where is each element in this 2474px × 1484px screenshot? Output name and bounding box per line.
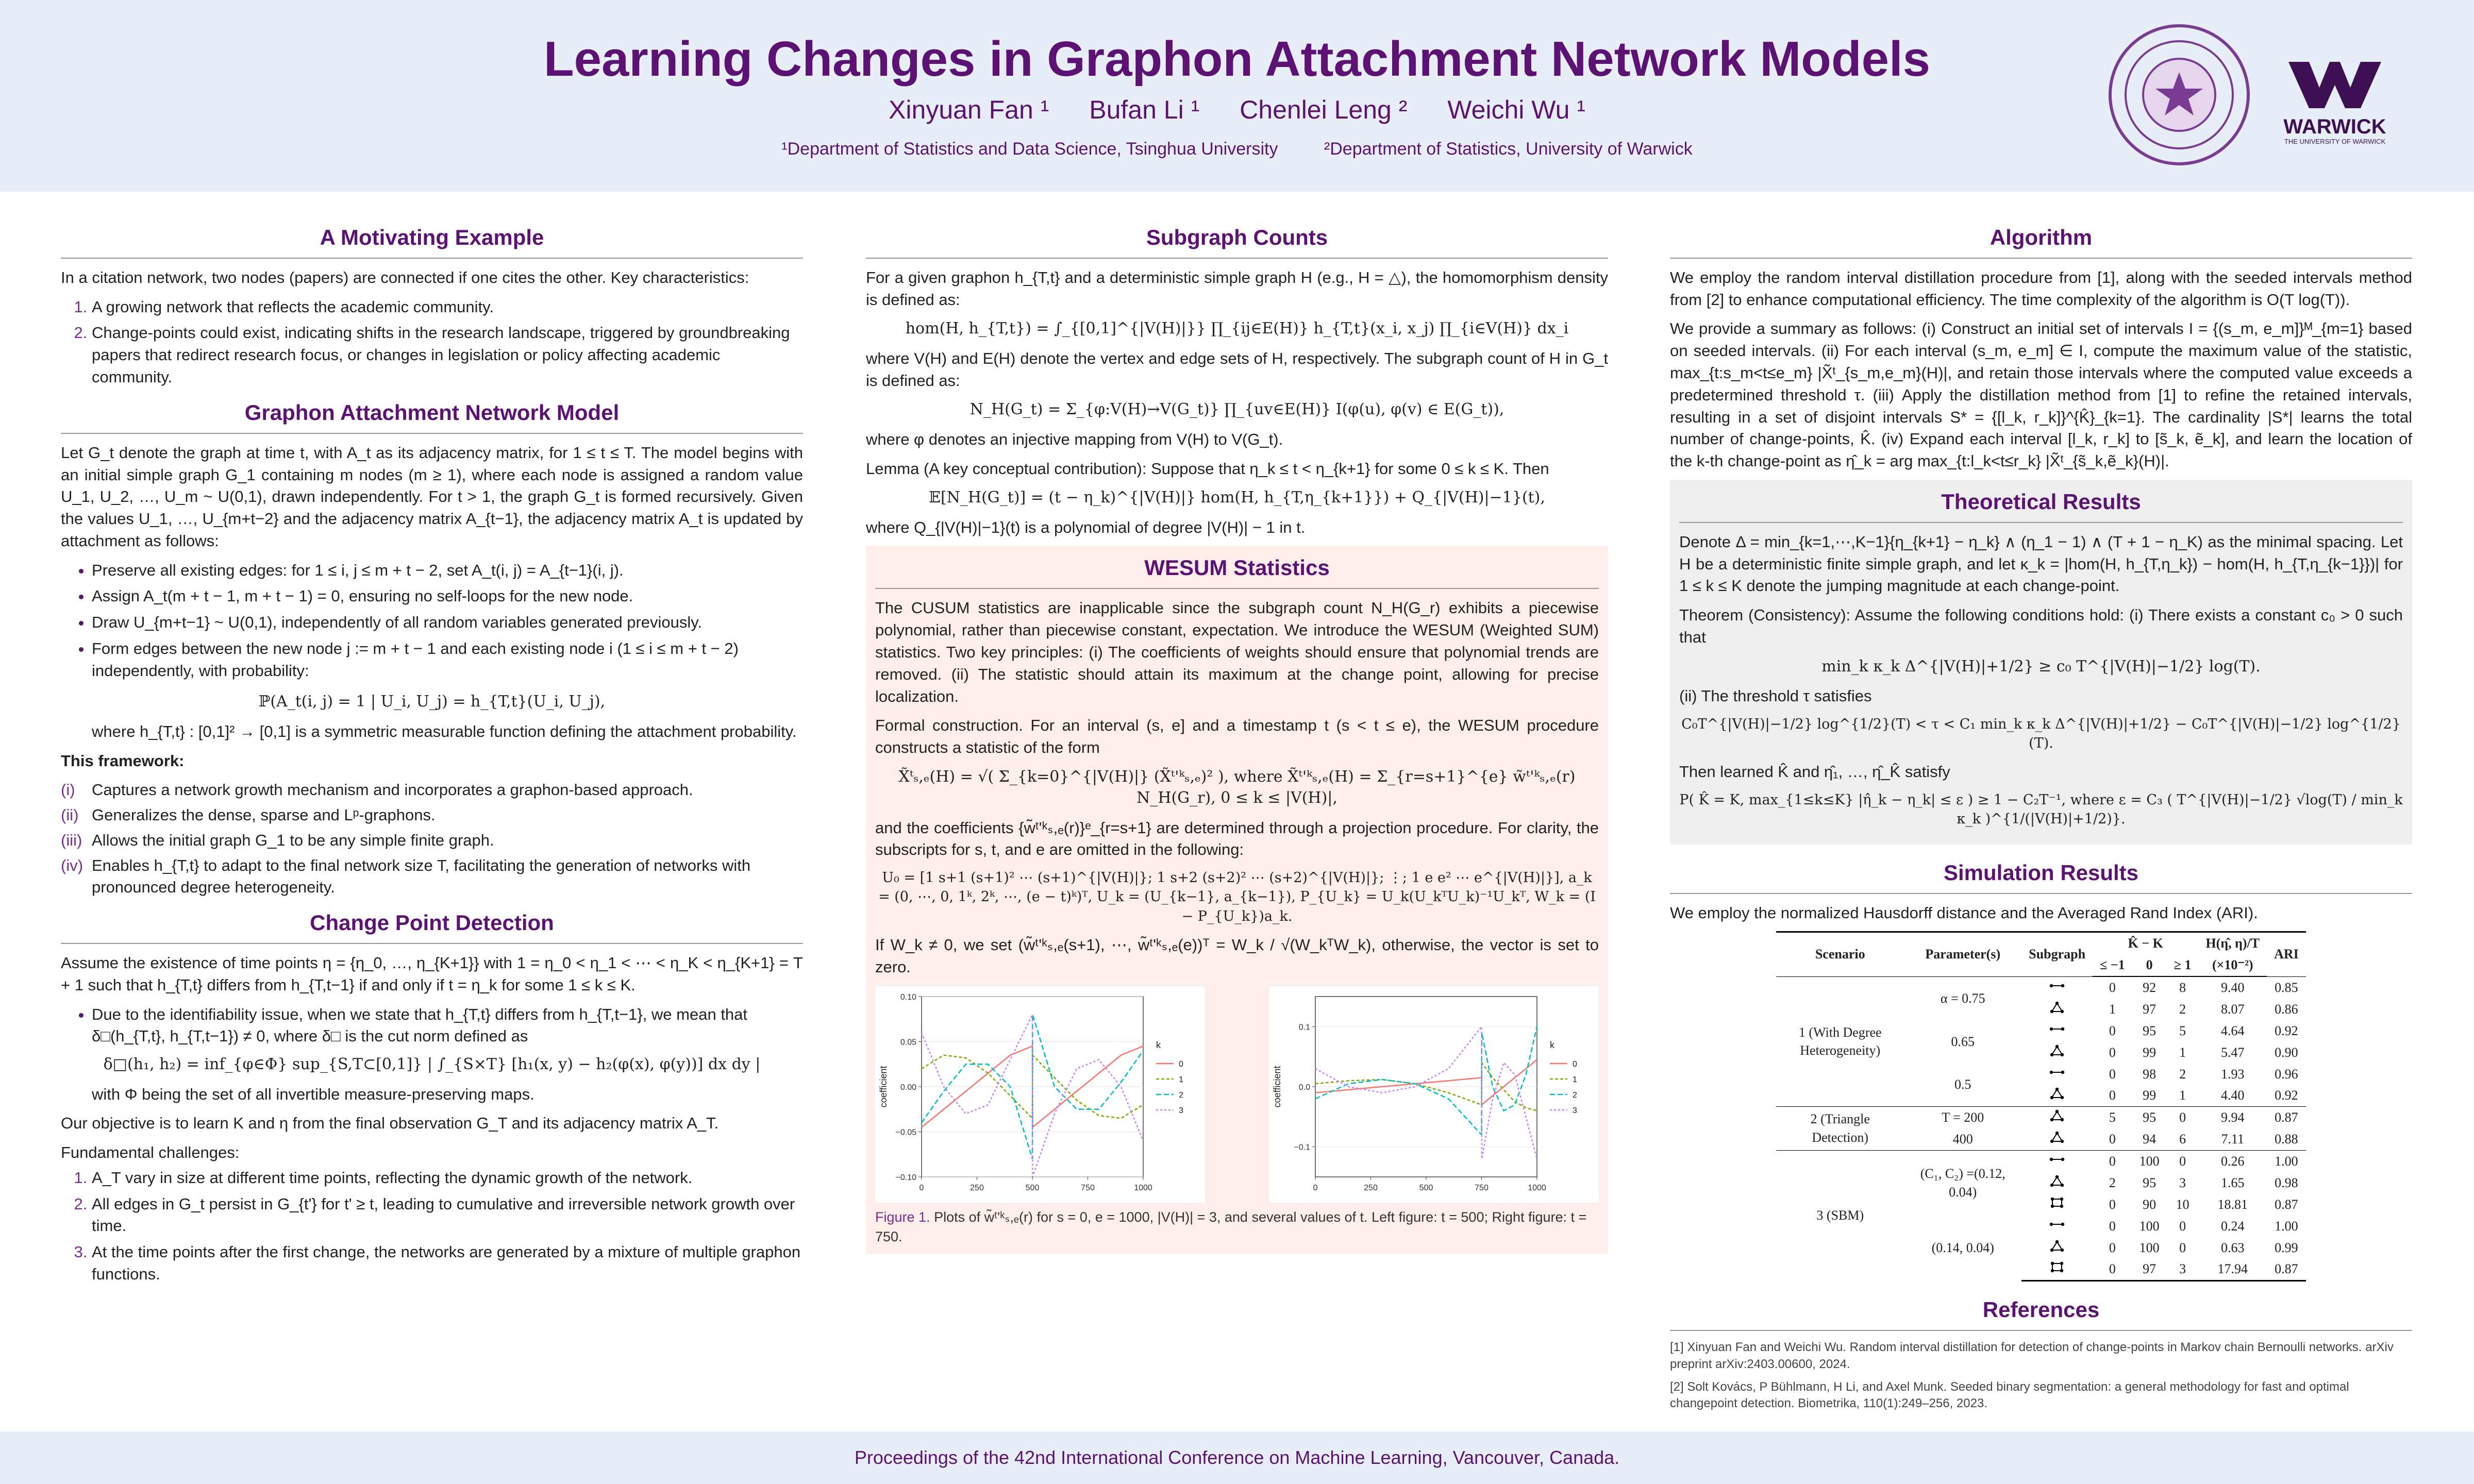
table-cell: 0 xyxy=(2109,1023,2116,1038)
table-cell-subgraph xyxy=(2021,1258,2093,1280)
lemma-after: where Q_{|V(H)|−1}(t) is a polynomial of degree |V(H)| − 1 in t. xyxy=(866,518,1306,536)
table-cell: 10 xyxy=(2176,1196,2189,1212)
column-left xyxy=(61,216,803,1295)
author: Chenlei Leng ² xyxy=(1240,95,1408,124)
x-tick-label: 250 xyxy=(970,1184,984,1193)
table-cell: 1.00 xyxy=(2275,1218,2298,1234)
table-cell: 100 xyxy=(2139,1154,2160,1169)
x-tick-label: 0 xyxy=(1313,1184,1318,1193)
column-right xyxy=(1670,216,2412,1419)
y-tick-label: 0.1 xyxy=(1298,1023,1310,1032)
y-tick-label: 0.0 xyxy=(1298,1083,1310,1092)
table-cell: 0.92 xyxy=(2275,1088,2298,1103)
legend-label: 1 xyxy=(1179,1075,1183,1085)
table-header: 0 xyxy=(2132,954,2167,976)
table-cell: 2 xyxy=(2109,1175,2116,1190)
simulation-table-body xyxy=(1776,976,2306,1281)
table-cell-parameter: 0.5 xyxy=(1954,1077,1971,1092)
table-cell: 17.94 xyxy=(2198,1258,2267,1280)
theorem-condition-1: min_k κ_k Δ^{|V(H)|+1/2} ≥ c₀ T^{|V(H)|−1/2} log(T). xyxy=(1821,657,2261,676)
poster-title: Learning Changes in Graphon Attachment Network Models xyxy=(543,31,1931,87)
table-cell: 0 xyxy=(2109,1196,2116,1212)
square-subgraph-icon xyxy=(2049,1196,2065,1209)
table-cell: 0 xyxy=(2179,1240,2186,1255)
affiliations xyxy=(0,139,2474,159)
table-cell: 5.47 xyxy=(2221,1044,2245,1060)
table-header: (×10⁻²) xyxy=(2198,954,2267,976)
edge-subgraph-icon xyxy=(2049,1066,2065,1078)
table-cell: 0.26 xyxy=(2221,1154,2245,1169)
table-cell: 99 xyxy=(2143,1044,2157,1060)
table-cell: 0 xyxy=(2109,1218,2116,1234)
table-cell: 8 xyxy=(2179,980,2186,996)
table-cell: 0 xyxy=(2109,1044,2116,1060)
table-cell: 0.63 xyxy=(2221,1240,2245,1255)
table-cell: 0.24 xyxy=(2221,1218,2245,1234)
column-middle xyxy=(866,216,1608,1254)
table-cell-subgraph xyxy=(2021,1064,2093,1085)
list-item: (i) Captures a network growth mechanism and incorporates a graphon-based approach. xyxy=(61,781,693,799)
table-cell: 1.93 xyxy=(2221,1066,2245,1082)
reference-item: [1] Xinyuan Fan and Weichi Wu. Random interval distillation for detection of change-points in Markov chain Bernoulli networks. arXiv preprint arXiv:2403.00600, 2024. xyxy=(1670,1340,2394,1371)
table-cell-subgraph xyxy=(2021,1194,2093,1216)
table-cell-scenario: 3 (SBM) xyxy=(1816,1208,1864,1223)
x-tick-label: 750 xyxy=(1081,1184,1095,1193)
table-header: K̂ − K xyxy=(2093,932,2198,954)
theory-p1: Denote Δ = min_{k=1,⋯,K−1}{η_{k+1} − η_k} ∧ (η_1 − 1) ∧ (T + 1 − η_K) as the minimal spacing. Let H be a deterministic finite simple graph, and let κ_k = |hom(H, h_{T,η_k}) − hom(H, h_{T,η_{k−1}})| for 1 ≤ k ≤ K denote the jumping magnitude at each change-point. xyxy=(1679,532,2403,595)
figure-plots xyxy=(875,986,1599,1203)
table-cell: 0.92 xyxy=(2275,1023,2298,1038)
legend-label: 2 xyxy=(1573,1091,1577,1100)
table-cell: 0.88 xyxy=(2275,1132,2298,1147)
edge-subgraph-icon xyxy=(2049,1153,2065,1166)
table-cell: 0.87 xyxy=(2275,1196,2298,1212)
table-cell-scenario: 1 (With Degree Heterogeneity) xyxy=(1798,1024,1882,1058)
table-cell: 0.86 xyxy=(2275,1001,2298,1017)
y-axis-label: coefficient xyxy=(878,1066,889,1108)
table-cell: 1.65 xyxy=(2221,1175,2245,1190)
challenges-list xyxy=(61,1167,803,1286)
table-cell: 0 xyxy=(2109,980,2116,996)
triangle-subgraph-icon xyxy=(2049,1001,2065,1014)
section-title-wesum: WESUM Statistics xyxy=(875,553,1599,589)
coefficients-text: and the coefficients {w̃ᵗ'ᵏₛ,ₑ(r)}ᵉ_{r=s+1} are determined through a projection procedure. For clarity, the subscripts for s, t, and e are omitted in the following: xyxy=(875,818,1599,859)
list-item: (iii) Allows the initial graph G_1 to be any simple finite graph. xyxy=(61,831,494,849)
table-cell: 0.96 xyxy=(2275,1066,2298,1082)
table-cell: 18.81 xyxy=(2217,1196,2248,1212)
figure-caption-text: Plots of w̃ᵗ'ᵏₛ,ₑ(r) for s = 0, e = 1000, |V(H)| = 3, and several values of t. Left figure: t = 500; Right figure: t = 750. xyxy=(875,1209,1587,1244)
table-cell: 9.94 xyxy=(2221,1110,2245,1125)
table-cell: 95 xyxy=(2143,1110,2157,1125)
wesum-intro: The CUSUM statistics are inapplicable since the subgraph count N_H(G_r) exhibits a piecewise polynomial, rather than piecewise constant, expectation. We introduce the WESUM (Weighted SUM) statistics. Two key principles: (i) The coefficients of weights should ensure that polynomial trends are removed. (ii) The statistic should attain its maximum at the change point, allowing for precise localization. xyxy=(875,599,1599,705)
table-cell: 0 xyxy=(2109,1132,2116,1147)
simulation-intro: We employ the normalized Hausdorff distance and the Averaged Rand Index (ARI). xyxy=(1670,903,2258,922)
table-cell-subgraph xyxy=(2021,1172,2093,1194)
list-item: • Form edges between the new node j := m + t − 1 and each existing node i (1 ≤ i ≤ m + t − 2) independently, with probability: xyxy=(92,638,803,682)
poster-footer: Proceedings of the 42nd International Conference on Machine Learning, Vancouver, Canada. xyxy=(0,1431,2474,1484)
table-cell-subgraph xyxy=(2021,1020,2093,1042)
theorem-conclusion-label: Then learned K̂ and η̂₁, …, η̂_K̂ satisfy xyxy=(1679,763,1950,781)
table-cell: 8.07 xyxy=(2221,1001,2245,1017)
weights-definition: If W_k ≠ 0, we set (w̃ᵗ'ᵏₛ,ₑ(s+1), ⋯, w̃ᵗ'ᵏₛ,ₑ(e))ᵀ = W_k / √(W_kᵀW_k), otherwise, the vector is set to zero. xyxy=(875,935,1599,976)
list-item: (ii) Generalizes the dense, sparse and Lᵖ-graphons. xyxy=(61,806,436,824)
legend-title: k xyxy=(1550,1040,1554,1051)
reference-list xyxy=(1670,1339,2412,1412)
affiliation-warwick: ²Department of Statistics, University of Warwick xyxy=(1324,139,1693,159)
cpd-list xyxy=(61,1004,803,1048)
author-list xyxy=(0,95,2474,125)
algorithm-p1: We employ the random interval distillation procedure from [1], along with the seeded intervals method from [2] to enhance computational efficiency. The time complexity of the algorithm is O(T log(T)). xyxy=(1670,268,2412,309)
table-header: H(η̂, η)/T xyxy=(2198,932,2267,954)
legend-label: 3 xyxy=(1179,1106,1183,1116)
y-axis-label: coefficient xyxy=(1272,1066,1282,1108)
list-item: 2. Change-points could exist, indicating shifts in the research landscape, triggered by groundbreaking papers that redirect research focus, or changes in legislation or policy affecting academic community. xyxy=(92,322,803,388)
triangle-subgraph-icon xyxy=(2049,1240,2065,1252)
table-cell: 0.85 xyxy=(2275,980,2298,995)
triangle-subgraph-icon xyxy=(2049,1175,2065,1187)
table-cell-parameter: T = 200 xyxy=(1942,1110,1984,1125)
objective: Our objective is to learn K and η from the final observation G_T and its adjacency matrix A_T. xyxy=(61,1114,719,1133)
y-tick-label: −0.10 xyxy=(895,1173,916,1183)
y-tick-label: −0.1 xyxy=(1294,1143,1310,1153)
table-header: Subgraph xyxy=(2021,932,2093,976)
x-tick-label: 500 xyxy=(1419,1184,1433,1193)
table-cell: 4.40 xyxy=(2221,1088,2245,1103)
legend-title: k xyxy=(1156,1040,1161,1051)
table-cell: 6 xyxy=(2179,1132,2186,1147)
figure-caption xyxy=(875,1208,1599,1246)
framework-list xyxy=(61,779,803,899)
x-tick-label: 250 xyxy=(1364,1184,1378,1193)
subgraph-intro: For a given graphon h_{T,t} and a deterministic simple graph H (e.g., H = △), the homomorphism density is defined as: xyxy=(866,268,1608,309)
table-cell: 0 xyxy=(2179,1110,2186,1125)
table-cell-scenario: 2 (Triangle Detection) xyxy=(1810,1111,1870,1145)
subgraph-after: where φ denotes an injective mapping from V(H) to V(G_t). xyxy=(866,430,1283,448)
table-cell-parameter: (C₁, C₂) =(0.12, 0.04) xyxy=(1920,1166,2005,1200)
table-cell: 5 xyxy=(2179,1023,2186,1038)
triangle-subgraph-icon xyxy=(2049,1044,2065,1057)
edge-subgraph-icon xyxy=(2049,1218,2065,1230)
coefficient-plot-t500 xyxy=(875,986,1205,1203)
table-cell: 1 xyxy=(2109,1001,2116,1017)
author: Bufan Li ¹ xyxy=(1089,95,1200,124)
table-cell: 0 xyxy=(2109,1154,2116,1169)
subgraph-count-equation: N_H(G_t) = Σ_{φ:V(H)→V(G_t)} ∏_{uv∈E(H)} I(φ(u), φ(v) ∈ E(G_t)), xyxy=(969,400,1505,419)
subgraph-mid: where V(H) and E(H) denote the vertex and edge sets of H, respectively. The subgraph count of H in G_t is defined as: xyxy=(866,349,1608,390)
algorithm-p2: We provide a summary as follows: (i) Construct an initial set of intervals I = {(s_m, e_m]}ᴹ_{m=1} based on seeded intervals. (ii) For each interval (s_m, e_m] ∈ I, compute the maximum value of the statistic, max_{t:s_m<t≤e_m} |X̃ᵗ_{s_m,e_m}(H)|, and retain those intervals where the computed value exceeds a predetermined threshold τ. (iii) Apply the distillation method from [1] to refine the retained intervals, resulting in a set of disjoint intervals S* = {[l_k, r_k]}^{K̂}_{k=1}. The cardinality |S*| learns the total number of change-points, K̂. (iv) Expand each interval [l_k, r_k] to [s̃_k, ẽ_k], and learn the location of the k-th change-point as η̂_k = arg max_{t:l_k<t≤r_k} |X̃ᵗ_{s̃_k,ẽ_k}(H)|. xyxy=(1670,319,2412,470)
table-cell: 90 xyxy=(2143,1196,2157,1212)
warwick-wordmark: WARWICK xyxy=(2283,115,2386,138)
lemma: Lemma (A key conceptual contribution): Suppose that η_k ≤ t < η_{k+1} for some 0 ≤ k ≤ K. Then xyxy=(866,459,1549,478)
author: Weichi Wu ¹ xyxy=(1447,95,1585,124)
table-header: Parameter(s) xyxy=(1904,932,2021,976)
table-cell: 99 xyxy=(2143,1088,2157,1103)
section-title-cpd: Change Point Detection xyxy=(61,908,803,944)
table-cell: 95 xyxy=(2143,1175,2157,1190)
legend-label: 2 xyxy=(1179,1091,1183,1100)
theorem-conclusion: P( K̂ = K, max_{1≤k≤K} |η̂_k − η_k| ≤ ε ) ≥ 1 − C₂T⁻¹, where ε = C₃ ( T^{|V(H)|−1/2} √log(T) / min_k κ_k )^{1/(|V(H)|+1/2)}. xyxy=(1679,792,2403,828)
cpd-after: with Φ being the set of all invertible measure-preserving maps. xyxy=(92,1085,534,1103)
author: Xinyuan Fan ¹ xyxy=(889,95,1049,124)
triangle-subgraph-icon xyxy=(2049,1087,2065,1100)
table-cell: 97 xyxy=(2143,1001,2157,1017)
table-header: ARI xyxy=(2267,932,2306,976)
table-cell-subgraph xyxy=(2021,1085,2093,1106)
y-tick-label: 0.05 xyxy=(900,1038,916,1047)
table-cell: 94 xyxy=(2143,1132,2157,1147)
table-cell-subgraph xyxy=(2021,999,2093,1020)
table-cell-parameter: 400 xyxy=(1952,1132,1973,1147)
table-cell-subgraph xyxy=(2021,1216,2093,1237)
theorem-condition-2: C₀T^{|V(H)|−1/2} log^{1/2}(T) < τ < C₁ min_k κ_k Δ^{|V(H)|+1/2} − C₀T^{|V(H)|−1/2} log^{1/2}(T). xyxy=(1681,716,2401,752)
affiliation-tsinghua: ¹Department of Statistics and Data Science, Tsinghua University xyxy=(781,139,1278,159)
list-item: 1. A_T vary in size at different time points, reflecting the dynamic growth of the network. xyxy=(92,1167,803,1189)
table-cell: 95 xyxy=(2143,1023,2157,1038)
table-cell-subgraph xyxy=(2021,976,2093,999)
square-subgraph-icon xyxy=(2049,1261,2065,1273)
simulation-table xyxy=(1776,931,2306,1281)
table-cell: 0.99 xyxy=(2275,1240,2298,1255)
reference-item: [2] Solt Kovács, P Bühlmann, H Li, and Axel Munk. Seeded binary segmentation: a general methodology for fast and optimal changepoint detection. Biometrika, 110(1):249–256, 2023. xyxy=(1670,1380,2349,1411)
warwick-subtitle: THE UNIVERSITY OF WARWICK xyxy=(2284,138,2386,145)
model-intro: Let G_t denote the graph at time t, with A_t as its adjacency matrix, for 1 ≤ t ≤ T. The model begins with an initial simple graph G_1 containing m nodes (m ≥ 1), where each node is assigned a random value U_1, U_2, …, U_m ~ U(0,1), drawn independently. For t > 1, the graph G_t is formed recursively. Given the values U_1, …, U_{m+t−2} and the adjacency matrix A_{t−1}, the adjacency matrix A_t is updated by attachment as follows: xyxy=(61,443,803,550)
section-title-model: Graphon Attachment Network Model xyxy=(61,398,803,434)
section-title-theory: Theoretical Results xyxy=(1679,487,2403,523)
cut-norm-equation: δ□(h₁, h₂) = inf_{φ∈Φ} sup_{S,T⊂[0,1]} | ∫_{S×T} [h₁(x, y) − h₂(φ(x), φ(y))] dx dy | xyxy=(103,1055,761,1074)
table-cell-parameter: α = 0.75 xyxy=(1940,990,1985,1006)
table-cell: 2 xyxy=(2179,1001,2186,1017)
list-item: 3. At the time points after the first change, the networks are generated by a mixture of multiple graphon functions. xyxy=(92,1241,803,1286)
table-cell: 1 xyxy=(2179,1044,2186,1060)
table-cell: 9.40 xyxy=(2221,980,2245,996)
table-cell: 4.64 xyxy=(2221,1023,2245,1038)
motivating-intro: In a citation network, two nodes (papers) are connected if one cites the other. Key characteristics: xyxy=(61,268,749,286)
theory-box xyxy=(1670,480,2412,845)
edge-subgraph-icon xyxy=(2049,1023,2065,1035)
table-cell-subgraph xyxy=(2021,1107,2093,1128)
section-title-subgraph: Subgraph Counts xyxy=(866,223,1608,259)
table-cell: 0.87 xyxy=(2267,1258,2306,1280)
table-cell: 0 xyxy=(2109,1088,2116,1103)
table-cell: 98 xyxy=(2143,1066,2157,1082)
table-cell: 97 xyxy=(2132,1258,2167,1280)
table-cell: 0 xyxy=(2179,1154,2186,1169)
section-title-motivating: A Motivating Example xyxy=(61,223,803,259)
table-cell: 3 xyxy=(2167,1258,2199,1280)
table-cell-subgraph xyxy=(2021,1042,2093,1064)
table-cell: 0 xyxy=(2109,1066,2116,1082)
challenges-label: Fundamental challenges: xyxy=(61,1143,240,1162)
figure-label: Figure 1. xyxy=(875,1209,930,1225)
table-cell-subgraph xyxy=(2021,1151,2093,1172)
table-cell: 100 xyxy=(2139,1240,2160,1255)
list-item: • Preserve all existing edges: for 1 ≤ i, j ≤ m + t − 2, set A_t(i, j) = A_{t−1}(i, j). xyxy=(92,560,803,582)
x-tick-label: 0 xyxy=(919,1184,924,1193)
list-item: 2. All edges in G_t persist in G_{t'} for t' ≥ t, leading to cumulative and irreversible network growth over time. xyxy=(92,1193,803,1238)
table-cell: 1 xyxy=(2179,1088,2186,1103)
warwick-logo xyxy=(2278,57,2392,144)
legend-label: 1 xyxy=(1573,1075,1577,1085)
section-title-references: References xyxy=(1670,1295,2412,1331)
x-tick-label: 1000 xyxy=(1528,1184,1546,1193)
table-cell: 0 xyxy=(2093,1258,2132,1280)
wesum-box xyxy=(866,546,1608,1253)
table-cell: 2 xyxy=(2179,1066,2186,1082)
y-tick-label: 0.10 xyxy=(900,993,916,1002)
motivating-list xyxy=(61,296,803,389)
table-cell: 0 xyxy=(2179,1218,2186,1234)
model-after: where h_{T,t} : [0,1]² → [0,1] is a symmetric measurable function defining the attachment probability. xyxy=(92,722,797,740)
legend-label: 3 xyxy=(1573,1106,1577,1116)
list-item: • Draw U_{m+t−1} ~ U(0,1), independently of all random variables generated previously. xyxy=(92,612,803,634)
table-header: ≥ 1 xyxy=(2167,954,2199,976)
table-cell: 0.98 xyxy=(2275,1175,2298,1190)
table-cell: 92 xyxy=(2143,980,2157,996)
table-row xyxy=(1776,1151,2306,1172)
table-cell: 1.00 xyxy=(2275,1154,2298,1169)
table-cell: 100 xyxy=(2139,1218,2160,1234)
triangle-subgraph-icon xyxy=(2049,1131,2065,1143)
table-header: Scenario xyxy=(1776,932,1904,976)
formal-construction: Formal construction. For an interval (s, e] and a timestamp t (s < t ≤ e), the WESUM procedure constructs a statistic of the form xyxy=(875,716,1599,757)
list-item: • Due to the identifiability issue, when we state that h_{T,t} differs from h_{T,t−1}, we mean that δ□(h_{T,t}, h_{T,t−1}) ≠ 0, where δ□ is the cut norm defined as xyxy=(92,1004,803,1048)
y-tick-label: 0.00 xyxy=(900,1083,916,1092)
attachment-probability-equation: ℙ(A_t(i, j) = 1 | U_i, U_j) = h_{T,t}(U_i, U_j), xyxy=(258,693,606,711)
table-cell-subgraph xyxy=(2021,1128,2093,1150)
wesum-equation: X̃ᵗₛ,ₑ(H) = √( Σ_{k=0}^{|V(H)|} (X̃ᵗ'ᵏₛ,ₑ)² ), where X̃ᵗ'ᵏₛ,ₑ(H) = Σ_{r=s+1}^{e} w̃ᵗ'ᵏₛ,ₑ(r) N_H(G_r), 0 ≤ k ≤ |V(H)|, xyxy=(898,767,1576,807)
theorem: Theorem (Consistency): Assume the following conditions hold: (i) There exists a constant c₀ > 0 such that xyxy=(1679,606,2403,646)
legend-label: 0 xyxy=(1573,1060,1577,1069)
poster-header xyxy=(0,0,2474,192)
table-cell: 0.90 xyxy=(2275,1044,2298,1060)
legend-label: 0 xyxy=(1179,1060,1183,1069)
table-cell-parameter: (0.14, 0.04) xyxy=(1931,1240,1994,1256)
triangle-subgraph-icon xyxy=(2049,1109,2065,1122)
section-title-simulation: Simulation Results xyxy=(1670,858,2412,894)
x-tick-label: 500 xyxy=(1025,1184,1040,1193)
model-steps xyxy=(61,560,803,682)
homomorphism-equation: hom(H, h_{T,t}) = ∫_{[0,1]^{|V(H)|}} ∏_{ij∈E(H)} h_{T,t}(x_i, x_j) ∏_{i∈V(H)} dx_i xyxy=(905,319,1569,338)
x-tick-label: 1000 xyxy=(1134,1184,1152,1193)
table-row xyxy=(1776,976,2306,999)
coefficient-plot-t750 xyxy=(1269,986,1599,1203)
table-row xyxy=(1776,1107,2306,1128)
tsinghua-seal-icon xyxy=(2107,23,2251,167)
lemma-equation: 𝔼[N_H(G_t)] = (t − η_k)^{|V(H)|} hom(H, h_{T,η_{k+1}}) + Q_{|V(H)|−1}(t), xyxy=(929,488,1545,507)
table-cell: 0 xyxy=(2109,1240,2116,1255)
y-tick-label: −0.05 xyxy=(895,1128,916,1137)
section-title-algorithm: Algorithm xyxy=(1670,223,2412,259)
list-item: • Assign A_t(m + t − 1, m + t − 1) = 0, ensuring no self-loops for the new node. xyxy=(92,585,803,608)
theorem-condition-2-label: (ii) The threshold τ satisfies xyxy=(1679,687,1872,705)
list-item: 1. A growing network that reflects the academic community. xyxy=(92,296,803,318)
framework-label: This framework: xyxy=(61,751,185,770)
table-cell-parameter: 0.65 xyxy=(1951,1034,1975,1049)
table-cell-subgraph xyxy=(2021,1237,2093,1259)
table-header: ≤ −1 xyxy=(2093,954,2132,976)
list-item: (iv) Enables h_{T,t} to adapt to the final network size T, facilitating the generation of networks with pronounced degree heterogeneity. xyxy=(61,856,751,897)
table-cell: 7.11 xyxy=(2221,1132,2245,1147)
table-cell: 5 xyxy=(2109,1110,2116,1125)
warwick-crest-icon xyxy=(2278,57,2392,113)
cpd-intro: Assume the existence of time points η = {η_0, …, η_{K+1}} with 1 = η_0 < η_1 < ⋯ < η_K < η_{K+1} = T + 1 such that h_{T,t} differs from h_{T,t−1} if and only if t = η_k for some 1 ≤ k ≤ K. xyxy=(61,954,803,994)
x-tick-label: 750 xyxy=(1475,1184,1489,1193)
edge-subgraph-icon xyxy=(2049,980,2065,992)
table-cell: 3 xyxy=(2179,1175,2186,1190)
projection-matrix-equation: U₀ = [1 s+1 (s+1)² ⋯ (s+1)^{|V(H)|}; 1 s+2 (s+2)² ⋯ (s+2)^{|V(H)|}; ⋮; 1 e e² ⋯ e^{|V(H)|}], a_k = (0, ⋯, 0, 1ᵏ, 2ᵏ, ⋯, (e − t)ᵏ)ᵀ, U_k = (U_{k−1}, a_{k−1}), P_{U_k} = U_k(U_kᵀU_k)⁻¹U_kᵀ, W_k = (I − P_{U_k})a_k. xyxy=(878,870,1596,924)
table-cell: 0.87 xyxy=(2275,1110,2298,1125)
